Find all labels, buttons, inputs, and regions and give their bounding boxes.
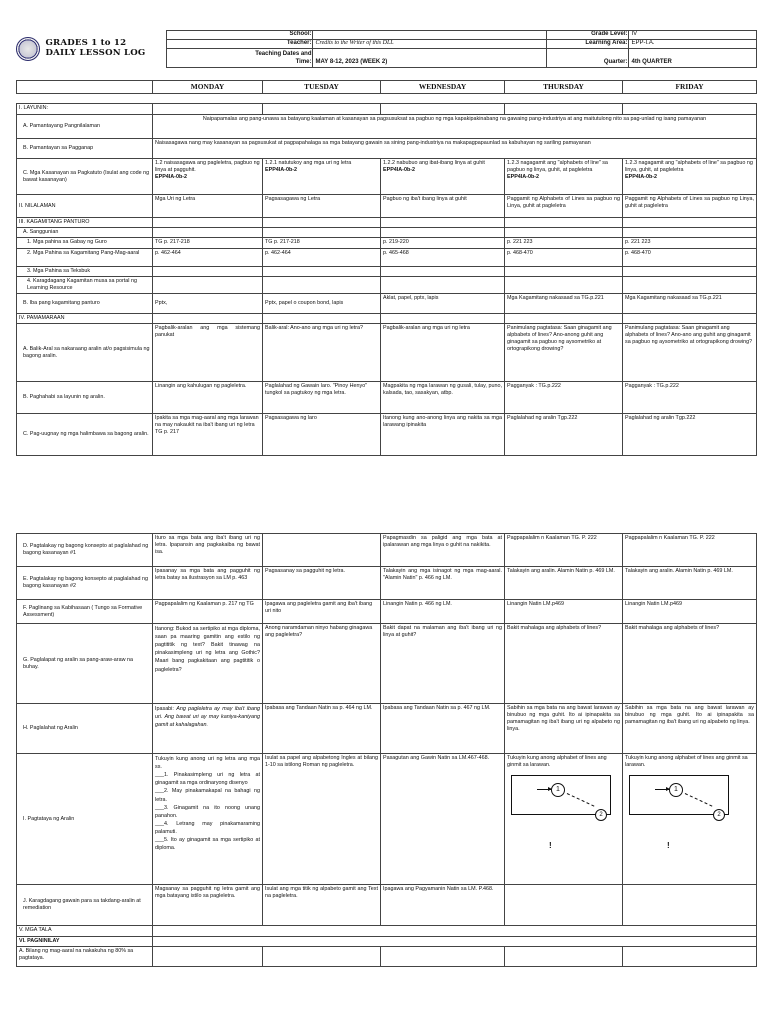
- pagtalakay-1-thu: Pagpapalalim n Kaalaman TG. P. 222: [505, 534, 623, 567]
- bilang-mag-aaral-label: A. Bilang ng mag-aaral na nakakuha ng 80% sa pagtataya.: [17, 947, 153, 967]
- lesson-table-page-1: [16, 80, 756, 456]
- pagtataya-mon-item-4: ___4. Letrang may pinakamaraming palamuti.: [155, 820, 260, 835]
- paglinang-fri: Linangin Natin LM.p469: [623, 600, 757, 624]
- grade-value: IV: [628, 31, 756, 40]
- day-wednesday: WEDNESDAY: [381, 81, 505, 94]
- paglalahat-label: H. Paglalahat ng Aralin: [17, 704, 153, 754]
- diagram-mark: !: [667, 840, 670, 850]
- logo-block: [16, 31, 166, 68]
- kasanayan-tue-code: EPP4IA-0b-2: [265, 166, 298, 173]
- kagamitang-mag-aaral-mon: p. 462-464: [153, 249, 263, 267]
- pag-uugnay-fri: Paglalahad ng aralin Tgp.222: [623, 414, 757, 456]
- diagram-callout-2: 2: [595, 809, 607, 821]
- paglalahat-fri: Sabihin sa mga bata na ang bawat larawan ay binubuo ng mga guhit. Ito ai ipinapakita sa pamamagitan ng iba't ibang uri ng alpabeto ng linya.: [623, 704, 757, 754]
- pagtalakay-2-label: E. Pagtalakay ng bagong konsepto at paglalahad ng bagong kasanayan #2: [17, 567, 153, 600]
- iba-pang-kagamitan-thu: Mga Kagamitang nakasaad sa TG.p.221: [505, 294, 623, 314]
- kagamitang-mag-aaral-thu: p. 468-470: [505, 249, 623, 267]
- balik-aral-tue: Balik-aral: Ano-ano ang mga uri ng letra?: [263, 324, 381, 382]
- time-label: Time:: [295, 59, 312, 65]
- pamantayang-pangnilalaman-label: A. Pamantayang Pangnilalaman: [17, 115, 153, 139]
- paglalahat-mon-lead: Ipasabi:: [155, 706, 177, 712]
- paglinang-tue: Ipagawa ang pagleletra gamit ang iba't ibang uri nito: [263, 600, 381, 624]
- day-friday: FRIDAY: [623, 81, 757, 94]
- paghahabi-thu: Pagganyak : TG.p.222: [505, 382, 623, 414]
- pagtalakay-2-thu: Talakayin ang aralin. Alamin Natin p. 469 LM.: [505, 567, 623, 600]
- teksbuk-label: 3. Mga Pahina sa Teksbuk: [17, 267, 153, 277]
- kasanayan-thu: 1.2.3 nagagamit ang "alphabets of line" sa pagbuo ng linya, guhit, at pagleletra: [507, 160, 608, 173]
- gabay-guro-wed: p. 219-220: [381, 238, 505, 249]
- pag-uugnay-wed: Itanong kung ano-anong linya ang nakita sa mga larawang ipinakita: [381, 414, 505, 456]
- quarter-value: 4th QUARTER: [628, 49, 756, 68]
- diagram-callout-2: 2: [713, 809, 725, 821]
- pagtalakay-2-mon: Ipasanay sa mga bata ang pagguhit ng letra batay sa ilustrasyon sa LM p. 463: [153, 567, 263, 600]
- nilalaman-tue: Pagsasagawa ng Letra: [263, 195, 381, 218]
- paglalahat-mon: Ang pagleletra ay may iba't ibang uri. Ang bawat uri ay may kaniya-kaniyang gamit at kahalagahan.: [155, 706, 260, 729]
- day-header-blank: [17, 81, 153, 94]
- paghahabi-label: B. Paghahabi sa layunin ng aralin.: [17, 382, 153, 414]
- dll-header: [16, 30, 756, 68]
- paghahabi-fri: Pagganyak : TG.p.222: [623, 382, 757, 414]
- pag-uugnay-mon: Ipakita sa mga mag-aaral ang mga larawan na may nakaukit na iba't ibang uri ng letra TG p. 217: [153, 414, 263, 456]
- pamantayang-pangnilalaman-text: Naipapamalas ang pang-unawa sa batayang kaalaman at kasanayan sa pagsusuksat sa pagbuo ng mga kapakipakinabang na gawaing pang-industriya at ang maitutulong nito sa pag-unlad ng isang pamayanan: [153, 115, 757, 139]
- pamantayan-pagganap-label: B. Pamantayan sa Pagganap: [17, 139, 153, 159]
- paglalahat-thu: Sabihin sa mga bata na ang bawat larawan ay binubuo ng mga guhit. Ito ai ipinapakita sa pamamagitan ng iba't ibang uri ng alpabeto ng linya.: [505, 704, 623, 754]
- school-label: School:: [166, 31, 312, 40]
- gabay-guro-mon: TG p. 217-218: [153, 238, 263, 249]
- kasanayan-mon: 1.2 naisasagawa ang pagleletra, pagbuo ng linya at pagguhit.: [155, 160, 260, 173]
- pagtalakay-1-mon: Ituro sa mga bata ang iba't ibang uri ng letra. Ipapansin ang pagkakaiba ng bawat isa.: [153, 534, 263, 567]
- pagtalakay-1-tue: [263, 534, 381, 567]
- paglalahat-wed: Ipabasa ang Tandaan Natin sa p. 467 ng LM.: [381, 704, 505, 754]
- kasanayan-tue: 1.2.1 natutukoy ang mga uri ng letra: [265, 160, 352, 166]
- paglinang-label: F. Paglinang sa Kabihasaan ( Tungo sa Formative Assessment): [17, 600, 153, 624]
- karagdagang-gawain-mon: Magsanay sa pagguhit ng letra gamit ang mga batayang istilo sa pagleletra.: [153, 885, 263, 926]
- nilalaman-wed: Pagbuo ng iba't ibang linya at guhit: [381, 195, 505, 218]
- pagtalakay-2-wed: Talakayin ang mga isinagot ng mga mag-aaral. "Alamin Natin" p. 466 ng LM.: [381, 567, 505, 600]
- pagtataya-mon: [153, 754, 263, 885]
- pagtalakay-1-fri: Pagpapalalim n Kaalaman TG. P. 222: [623, 534, 757, 567]
- paglalapat-tue: Anong naramdaman ninyo habang ginagawa ang pagleletra?: [263, 624, 381, 704]
- kasanayan-thu-code: EPP4IA-0b-2: [507, 173, 540, 180]
- nilalaman-thu: Paggamit ng Alphabets of Lines sa pagbuo ng Linya, guhit at pagleletra: [505, 195, 623, 218]
- pagtalakay-2-fri: Talakayin ang aralin. Alamin Natin p. 469 LM.: [623, 567, 757, 600]
- diagram-callout-1: 1: [551, 783, 565, 797]
- balik-aral-thu: Panimulang pagtatasa: Saan ginagamit ang alpbabets of lines? Ano-anong guhit ang ginagamit sa pagbuo ng aysometriko at ortograpikong drowing?: [505, 324, 623, 382]
- balik-aral-wed: Pagbalik-aralan ang mga uri ng letra: [381, 324, 505, 382]
- pagtataya-mon-item-1: ___1. Pinakasimpleng uri ng letra at ginagamit sa mga ordinaryong disenyo: [155, 772, 260, 787]
- spacer-row: [17, 94, 757, 104]
- pag-uugnay-label: C. Pag-uugnay ng mga halimbawa sa bagong aralin.: [17, 414, 153, 456]
- layunin-label: I. LAYUNIN:: [17, 104, 153, 115]
- pagninilay-label: VI. PAGNINILAY: [17, 937, 153, 947]
- area-label: Learning Area:: [546, 40, 628, 49]
- paghahabi-tue: Paglalahad ng Gawain laro. "Pinoy Henyo" tungkol sa pagtukoy ng mga letra.: [263, 382, 381, 414]
- nilalaman-fri: Paggamit ng Alphabets of Lines sa pagbuo ng Linya, guhit at pagleletra: [623, 195, 757, 218]
- paglalapat-label: G. Paglalapat ng aralin sa pang-araw-araw na buhay.: [17, 624, 153, 704]
- pagtataya-label: I. Pagtataya ng Aralin: [17, 754, 153, 885]
- balik-aral-fri: Panimulang pagtatasa: Saan ginagamit ang alphabets of lines? Ano-ano ang guhit ang ginagamit sa pagbuo ng aysometriko at ortograpikong drowing?: [623, 324, 757, 382]
- kasanayan-wed-code: EPP4IA-0b-2: [383, 166, 416, 173]
- pagtalakay-1-label: D. Pagtalakay ng bagong konsepto at paglalahad ng bagong kasanayan #1: [17, 534, 153, 567]
- nilalaman-mon: Mga Uri ng Letra: [153, 195, 263, 218]
- paglinang-wed: Linangin Natin p. 466 ng LM.: [381, 600, 505, 624]
- iba-pang-kagamitan-label: B. Iba pang kagamitang panturo: [17, 294, 153, 314]
- diagram-mark: !: [549, 840, 552, 850]
- pamamaraan-label: IV. PAMAMARAAN: [17, 314, 153, 324]
- pagtataya-wed: Pasagutan ang Gawin Natin sa LM.467-468.: [381, 754, 505, 885]
- pagtalakay-1-wed: Papagmasdin sa paligid ang mga bata at ipalarawan ang mga linya o guhit na nakikita.: [381, 534, 505, 567]
- pagtataya-mon-item-2: ___2. May pinakamakapal na bahagi ng letra.: [155, 788, 260, 803]
- logo-line-1: GRADES 1 to 12: [45, 38, 127, 49]
- gabay-guro-thu: p. 221 223: [505, 238, 623, 249]
- arrow-icon: [537, 789, 551, 790]
- dates-label: Teaching Dates and: [255, 50, 312, 57]
- kagamitang-mag-aaral-tue: p. 462-464: [263, 249, 381, 267]
- nilalaman-label: II. NILALAMAN: [17, 195, 153, 218]
- line-diagram-thu: [507, 769, 620, 857]
- paglalapat-thu: Bakit mahalaga ang alphabets of lines?: [505, 624, 623, 704]
- pagtataya-tue: Isulat sa papel ang alpabetong Ingles at bilang 1-10 sa istilong Roman ng pagleletra.: [263, 754, 381, 885]
- karagdagang-kagamitan-label: 4. Karagdagang Kagamitan musa sa portal ng Learning Resource: [17, 277, 153, 294]
- pagtataya-fri: Tukuyin kung anong alphabet of lines ang ginmit sa larawan.: [625, 755, 748, 768]
- paglalapat-mon: Itanong: Bukod sa sertipiko at mga diploma, saan pa maaring gamitin ang estilo ng pagtititik ng text? Bakit tinawag na pinakasimpleng uri ng letra ang Gothic? Maari bang pagkakitaan ang pagtititik o pagleletra?: [153, 624, 263, 704]
- dates-value: MAY 8-12, 2023 (WEEK 2): [312, 49, 546, 68]
- balik-aral-label: A. Balik-Aral sa nakaraang aralin at/o pagsisimula ng bagong aralin.: [17, 324, 153, 382]
- kagamitang-mag-aaral-wed: p. 465-468: [381, 249, 505, 267]
- paghahabi-mon: Linangin ang kahulugan ng pagleletra.: [153, 382, 263, 414]
- deped-seal-icon: [16, 37, 40, 61]
- iba-pang-kagamitan-fri: Mga Kagamitang nakasaad sa TG.p.221: [623, 294, 757, 314]
- pagtataya-mon-item-5: ___5. Ito ay ginagamit sa mga sertipiko at diploma.: [155, 837, 260, 852]
- day-tuesday: TUESDAY: [263, 81, 381, 94]
- pagtataya-thu: Tukuyin kung anong alphabet of lines ang ginmit sa larawan.: [507, 755, 607, 768]
- pagtataya-mon-item-3: ___3. Ginagamit na ito noong unang panahon.: [155, 804, 260, 819]
- karagdagang-gawain-tue: Isulat ang mga titik ng alpabeto gamit ang Text na pagleletra.: [263, 885, 381, 926]
- balik-aral-mon: Pagbalik-aralan ang mga sistemang panukat: [153, 324, 263, 382]
- kasanayan-fri: 1.2.3 nagagamit ang "alphabets of line" sa pagbuo ng linya, guhit, at pagleletra: [625, 160, 753, 173]
- pagtataya-mon-intro: Tukuyin kung anong uri ng letra ang mga ss.: [155, 756, 260, 771]
- karagdagang-gawain-wed: Ipagawa ang Pagyamanin Natin sa LM. P.468.: [381, 885, 505, 926]
- gabay-guro-fri: p. 221 223: [623, 238, 757, 249]
- paglalahat-tue: Ipabasa ang Tandaan Natin sa p. 464 ng LM.: [263, 704, 381, 754]
- arrow-icon: [655, 789, 669, 790]
- pag-uugnay-thu: Paglalahad ng aralin Tgp.222: [505, 414, 623, 456]
- gabay-guro-tue: TG p. 217-218: [263, 238, 381, 249]
- paglalapat-wed: Bakit dapat na malaman ang iba't ibang uri ng linya at guhit?: [381, 624, 505, 704]
- diagram-callout-1: 1: [669, 783, 683, 797]
- paglinang-mon: Pagpapalalim ng Kaalaman p. 217 ng TG: [153, 600, 263, 624]
- kagamitang-mag-aaral-label: 2. Mga Pahina sa Kagamitang Pang-Mag-aaral: [17, 249, 153, 267]
- teacher-label: Teacher:: [166, 40, 312, 49]
- kagamitang-panturo-label: III. KAGAMITANG PANTURO: [17, 218, 153, 228]
- kagamitang-mag-aaral-fri: p. 468-470: [623, 249, 757, 267]
- kasanayan-label: C. Mga Kasanayan sa Pagkatuto (Isulat ang code ng bawat kasanayan): [17, 159, 153, 195]
- kasanayan-fri-code: EPP4IA-0b-2: [625, 173, 658, 180]
- day-thursday: THURSDAY: [505, 81, 623, 94]
- quarter-label: Quarter:: [546, 49, 628, 68]
- teacher-value: Credits to the Writer of this DLL: [312, 40, 546, 49]
- kasanayan-wed: 1.2.2 nabubuo ang ibat-ibang linya at guhit: [383, 160, 485, 166]
- paghahabi-wed: Magpakita ng mga larawan ng gusali, tulay, puno, kalsada, tao, sasakyan, atbp.: [381, 382, 505, 414]
- pag-uugnay-tue: Pagsasagawa ng laro: [263, 414, 381, 456]
- pagtalakay-2-tue: Pagsasanay sa pagguhit ng letra.: [263, 567, 381, 600]
- sanggunian-label: A. Sanggunian: [17, 228, 153, 238]
- area-value: EPP-I.A.: [628, 40, 756, 49]
- day-monday: MONDAY: [153, 81, 263, 94]
- pamantayan-pagganap-text: Naisasagawa nang may kasanayan sa pagsusukat at pagpapahalaga sa mga batayang gawain sa sining pang-industriya na makapagpapaunlad sa kabuhayan ng sariling pamayanan: [153, 139, 757, 159]
- iba-pang-kagamitan-wed: Aklat, papel, pptx, lapis: [381, 294, 505, 314]
- grade-label: Grade Level:: [546, 31, 628, 40]
- mga-tala-label: V. MGA TALA: [17, 926, 153, 937]
- karagdagang-gawain-label: J. Karagdagang gawain para sa takdang-aralin at remediation: [17, 885, 153, 926]
- line-diagram-fri: [625, 769, 754, 857]
- iba-pang-kagamitan-mon: Pptx,: [153, 294, 263, 314]
- school-value: [312, 31, 546, 40]
- lesson-table-page-2: [16, 533, 756, 967]
- logo-line-2: DAILY LESSON LOG: [45, 48, 146, 58]
- gabay-guro-label: 1. Mga pahina sa Gabay ng Guro: [17, 238, 153, 249]
- paglinang-thu: Linangin Natin LM.p469: [505, 600, 623, 624]
- iba-pang-kagamitan-tue: Pptx, papel o coupon bond, lapis: [263, 294, 381, 314]
- paglalapat-fri: Bakit mahalaga ang alphabets of lines?: [623, 624, 757, 704]
- kasanayan-mon-code: EPP4IA-0b-2: [155, 173, 188, 180]
